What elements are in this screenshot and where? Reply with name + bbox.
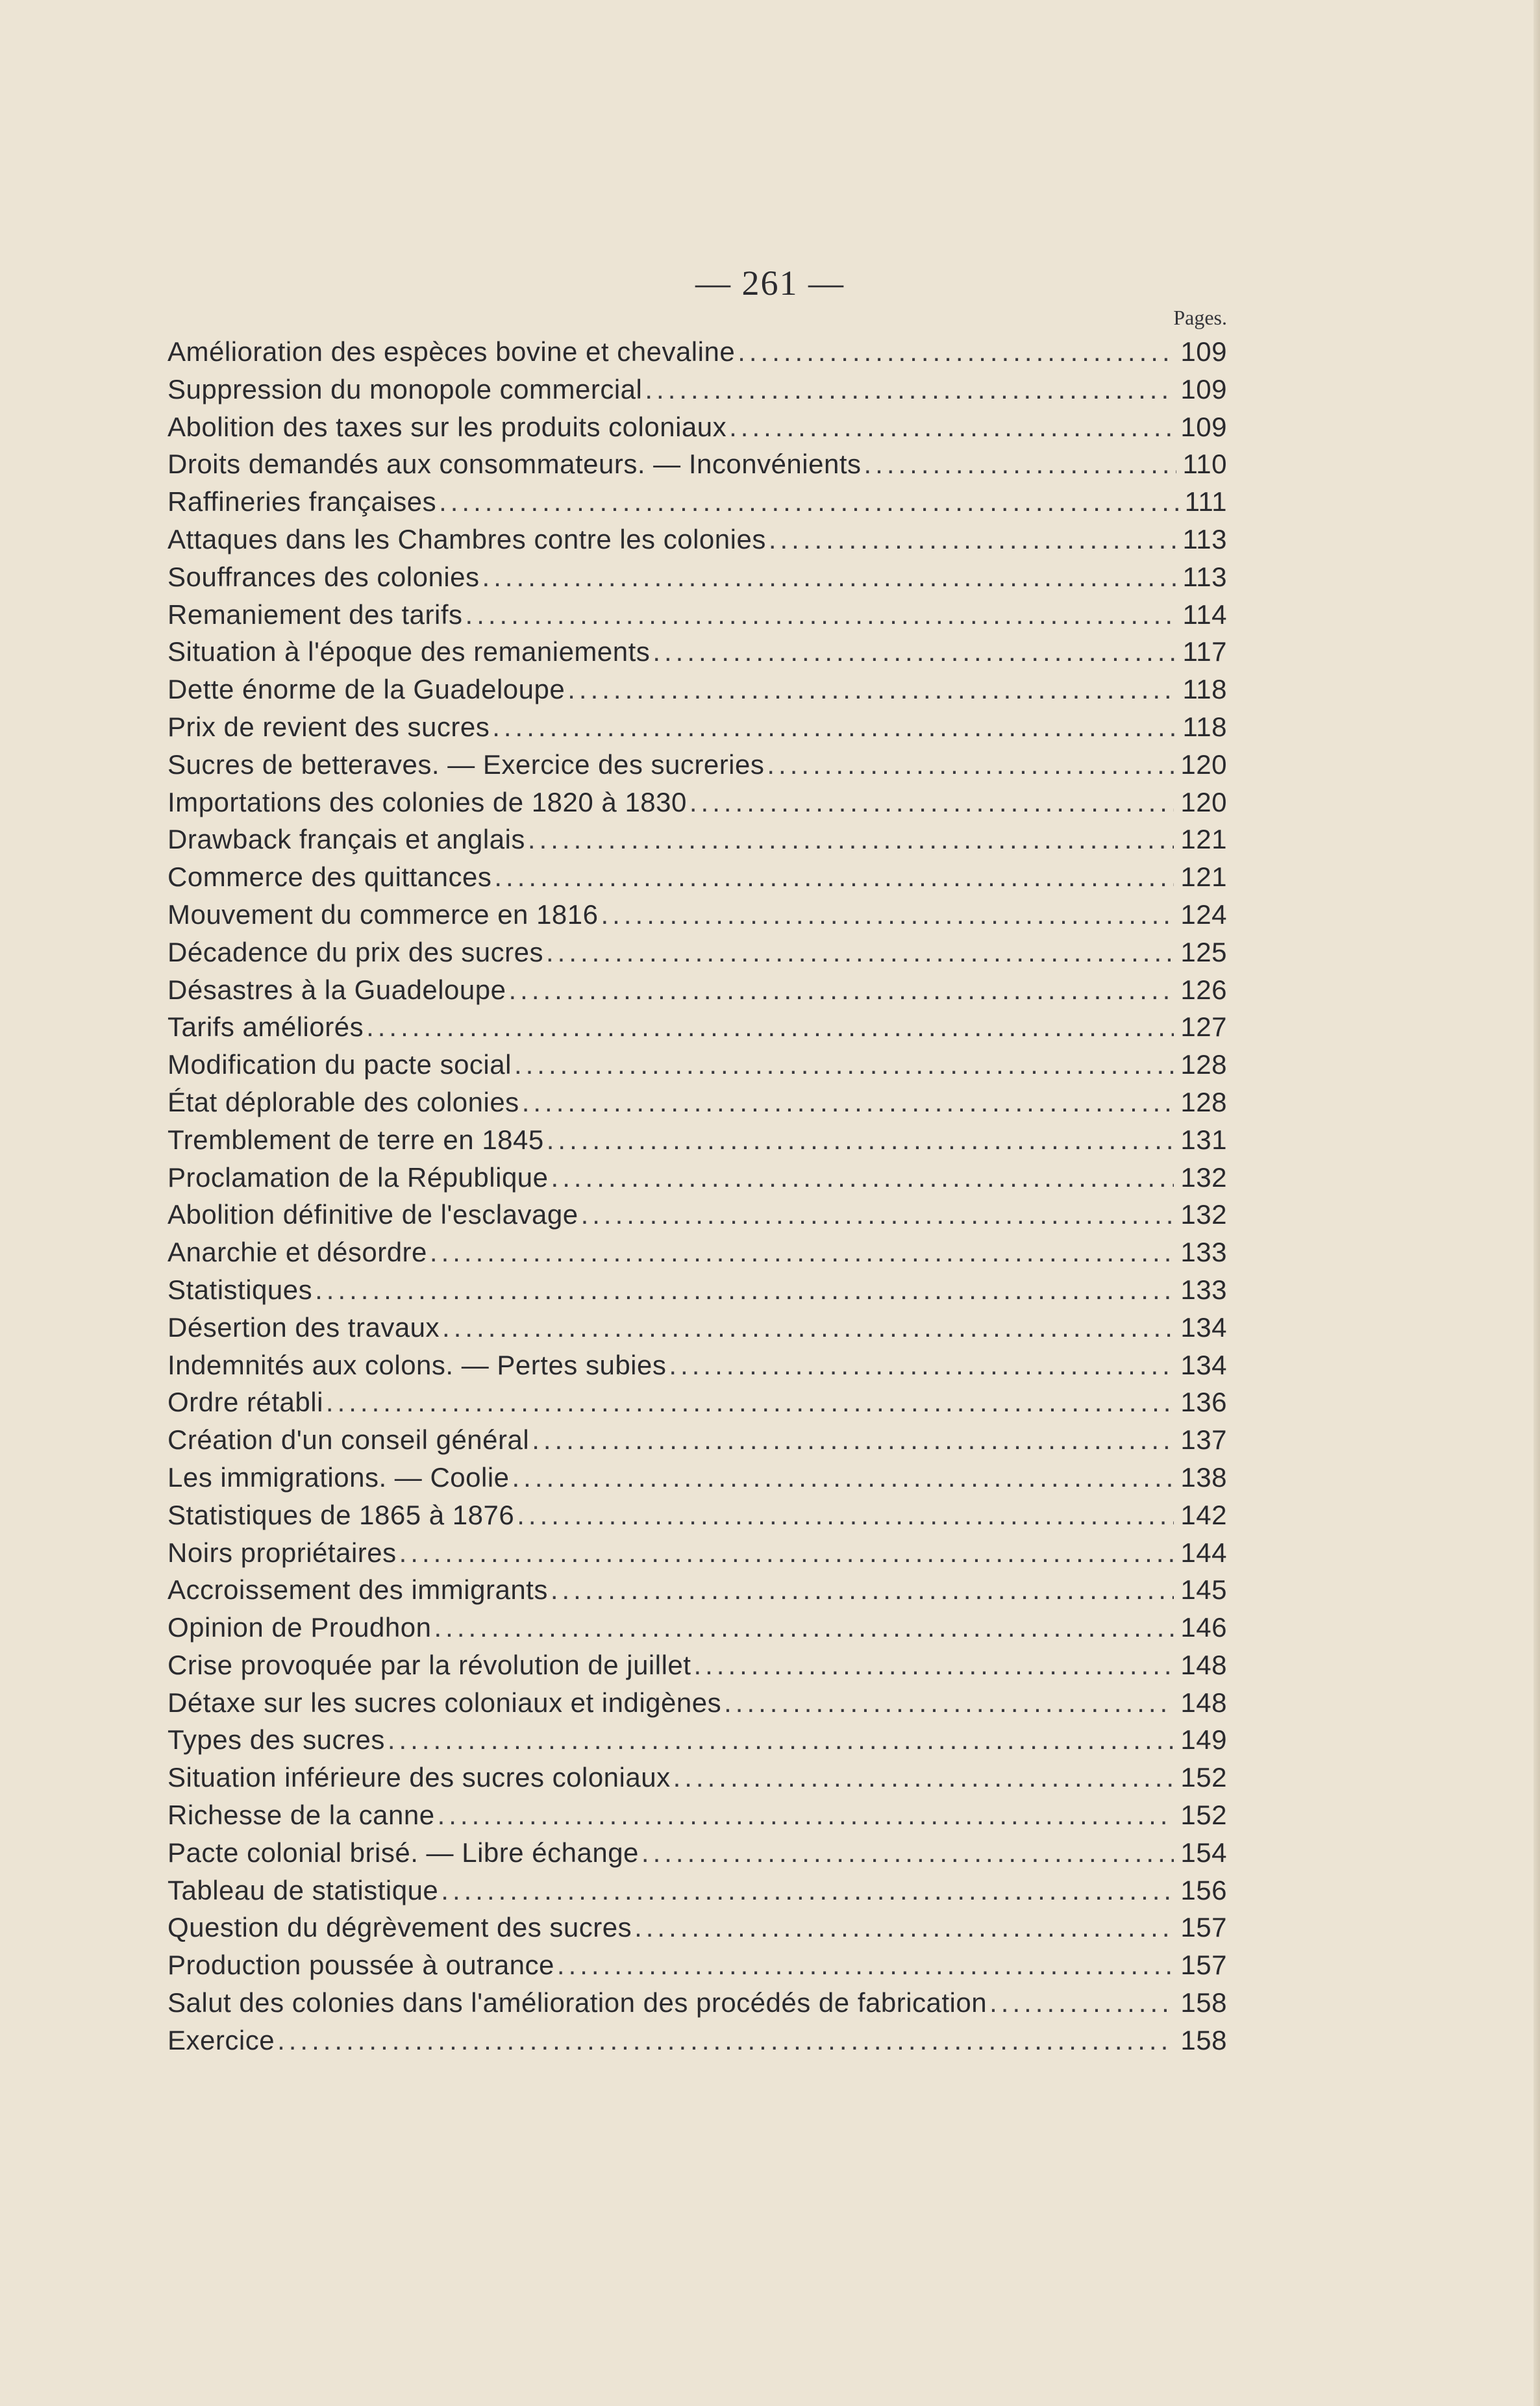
dot-leader	[547, 1121, 1174, 1159]
dot-leader	[388, 1721, 1174, 1759]
dot-leader	[508, 971, 1174, 1009]
toc-entry	[168, 858, 1227, 896]
toc-entry	[168, 596, 1227, 634]
toc-entry	[168, 1834, 1227, 1872]
toc-entry	[168, 445, 1227, 483]
toc-entry-page: 128	[1180, 1086, 1227, 1117]
toc-entry-title: Remaniement des tarifs	[168, 599, 463, 630]
toc-entry-title: Amélioration des espèces bovine et chevaline	[168, 336, 736, 367]
toc-entry	[168, 1046, 1227, 1084]
dot-leader	[442, 1309, 1174, 1346]
toc-entry-page: 138	[1180, 1461, 1227, 1493]
toc-entry-page: 120	[1180, 749, 1227, 780]
toc-entry-page: 132	[1180, 1161, 1227, 1193]
toc-entry-page: 137	[1180, 1424, 1227, 1456]
dot-leader	[551, 1159, 1174, 1197]
toc-entry-title: Situation inférieure des sucres coloniaux	[168, 1762, 671, 1793]
dot-leader	[669, 1346, 1174, 1384]
toc-entry-page: 154	[1180, 1837, 1227, 1868]
toc-entry-page: 124	[1180, 899, 1227, 930]
dot-leader	[645, 371, 1174, 408]
toc-entry-page: 131	[1180, 1124, 1227, 1155]
dot-leader	[277, 2022, 1174, 2059]
toc-entry-page: 156	[1180, 1874, 1227, 1905]
dot-leader	[641, 1834, 1174, 1872]
toc-entry-page: 114	[1182, 599, 1227, 630]
toc-entry-title: Crise provoquée par la révolution de juillet	[168, 1649, 691, 1680]
toc-entry	[168, 1609, 1227, 1646]
toc-entry-page: 133	[1180, 1237, 1227, 1268]
dot-leader	[693, 1646, 1174, 1684]
toc-entry-title: Détaxe sur les sucres coloniaux et indigènes	[168, 1687, 722, 1718]
dot-leader	[864, 445, 1176, 483]
toc-entry	[168, 746, 1227, 784]
toc-entry	[168, 371, 1227, 408]
toc-entry-title: Souffrances des colonies	[168, 561, 480, 592]
toc-entry-title: Tremblement de terre en 1845	[168, 1124, 544, 1155]
toc-entry	[168, 971, 1227, 1009]
toc-entry-page: 125	[1180, 936, 1227, 967]
toc-entry	[168, 1759, 1227, 1796]
toc-entry-title: Tableau de statistique	[168, 1874, 439, 1905]
toc-entry	[168, 2022, 1227, 2059]
toc-entry	[168, 1346, 1227, 1384]
toc-entry-title: Statistiques de 1865 à 1876	[168, 1499, 515, 1530]
toc-entry-title: Exercice	[168, 2024, 275, 2055]
toc-entry-title: Attaques dans les Chambres contre les colonies	[168, 523, 766, 554]
toc-entry-page: 127	[1180, 1011, 1227, 1043]
toc-entry	[168, 483, 1227, 521]
toc-entry	[168, 1984, 1227, 2022]
dot-leader	[434, 1609, 1174, 1646]
toc-entry	[168, 1196, 1227, 1234]
dot-leader	[326, 1383, 1174, 1421]
toc-entry-page: 120	[1180, 786, 1227, 817]
toc-entry	[168, 1008, 1227, 1046]
toc-entry-page: 134	[1180, 1311, 1227, 1343]
toc-entry-title: Suppression du monopole commercial	[168, 373, 643, 404]
dot-leader	[767, 746, 1174, 784]
toc-entry-page: 113	[1182, 523, 1227, 554]
toc-entry	[168, 1084, 1227, 1121]
dot-leader	[546, 934, 1174, 971]
toc-entry-page: 148	[1180, 1649, 1227, 1680]
toc-entry-title: Production poussée à outrance	[168, 1950, 554, 1981]
toc-entry-page: 136	[1180, 1387, 1227, 1418]
dot-leader	[430, 1234, 1174, 1271]
toc-entry	[168, 1383, 1227, 1421]
dot-leader	[492, 708, 1176, 746]
table-of-contents	[168, 302, 1227, 2059]
dot-leader	[315, 1271, 1174, 1309]
toc-entry	[168, 821, 1227, 858]
dot-leader	[551, 1571, 1174, 1609]
dot-leader	[673, 1759, 1174, 1796]
toc-entry	[168, 1909, 1227, 1946]
toc-entry-page: 149	[1180, 1724, 1227, 1755]
toc-entry-page: 158	[1180, 2024, 1227, 2055]
toc-entry	[168, 784, 1227, 821]
toc-entry-title: Abolition définitive de l'esclavage	[168, 1199, 578, 1230]
toc-entry-page: 118	[1182, 711, 1227, 742]
toc-entry	[168, 1721, 1227, 1759]
toc-entry	[168, 708, 1227, 746]
toc-entry	[168, 1796, 1227, 1834]
page-number: — 261 —	[695, 264, 845, 303]
toc-entry	[168, 1459, 1227, 1496]
toc-entry-page: 158	[1180, 1987, 1227, 2018]
toc-entry-page: 134	[1180, 1349, 1227, 1380]
toc-entry	[168, 1496, 1227, 1534]
toc-entry-page: 152	[1180, 1800, 1227, 1831]
dot-leader	[512, 1459, 1174, 1496]
toc-entry-title: Modification du pacte social	[168, 1049, 512, 1080]
toc-entry-page: 132	[1180, 1199, 1227, 1230]
toc-entry-page: 121	[1180, 824, 1227, 855]
toc-entry-page: 157	[1180, 1950, 1227, 1981]
toc-entry	[168, 1271, 1227, 1309]
toc-entry-page: 117	[1182, 636, 1227, 667]
toc-entry-title: Tarifs améliorés	[168, 1011, 364, 1043]
dot-leader	[438, 1796, 1174, 1834]
toc-entry-title: Importations des colonies de 1820 à 1830	[168, 786, 687, 817]
toc-entry-title: Droits demandés aux consommateurs. — Inconvénients	[168, 449, 862, 480]
dot-leader	[366, 1008, 1174, 1046]
dot-leader	[532, 1421, 1174, 1459]
toc-entry-title: Sucres de betteraves. — Exercice des sucreries	[168, 749, 765, 780]
dot-leader	[466, 596, 1176, 634]
toc-entry-title: Richesse de la canne	[168, 1800, 435, 1831]
toc-entry-title: Drawback français et anglais	[168, 824, 525, 855]
dot-leader	[439, 483, 1178, 521]
dot-leader	[601, 896, 1174, 934]
toc-entry	[168, 934, 1227, 971]
dot-leader	[769, 521, 1176, 558]
dot-leader	[514, 1046, 1174, 1084]
toc-entry	[168, 1159, 1227, 1197]
toc-entry-title: Types des sucres	[168, 1724, 385, 1755]
toc-entry	[168, 1234, 1227, 1271]
toc-entry-title: Opinion de Proudhon	[168, 1612, 432, 1643]
toc-entry	[168, 1534, 1227, 1572]
toc-entry-title: Noirs propriétaires	[168, 1537, 397, 1568]
dot-leader	[528, 821, 1174, 858]
toc-entry-title: Salut des colonies dans l'amélioration des procédés de fabrication	[168, 1987, 987, 2018]
toc-entry-title: Abolition des taxes sur les produits coloniaux	[168, 411, 727, 442]
toc-entry-title: Commerce des quittances	[168, 862, 492, 893]
toc-entry	[168, 1646, 1227, 1684]
toc-entry-title: Proclamation de la République	[168, 1161, 549, 1193]
toc-entry-title: Mouvement du commerce en 1816	[168, 899, 599, 930]
toc-entry-title: Anarchie et désordre	[168, 1237, 427, 1268]
dot-leader	[634, 1909, 1174, 1946]
dot-leader	[567, 671, 1176, 708]
toc-entry	[168, 1946, 1227, 1984]
toc-entry	[168, 1421, 1227, 1459]
toc-entry-page: 133	[1180, 1274, 1227, 1305]
toc-entry-page: 111	[1184, 486, 1227, 517]
dot-leader	[652, 633, 1176, 671]
toc-entry-title: Question du dégrèvement des sucres	[168, 1912, 632, 1943]
dot-leader	[482, 558, 1176, 596]
toc-entry-page: 113	[1182, 561, 1227, 592]
dot-leader	[557, 1946, 1174, 1984]
dot-leader	[729, 408, 1174, 446]
toc-entry-title: Accroissement des immigrants	[168, 1574, 548, 1606]
toc-entry-title: Création d'un conseil général	[168, 1424, 530, 1456]
toc-entry-title: État déplorable des colonies	[168, 1086, 519, 1117]
toc-entry	[168, 1684, 1227, 1722]
toc-entry-page: 109	[1180, 411, 1227, 442]
toc-entry-page: 146	[1180, 1612, 1227, 1643]
toc-entry-title: Décadence du prix des sucres	[168, 936, 543, 967]
toc-entry-title: Les immigrations. — Coolie	[168, 1461, 510, 1493]
toc-entry-page: 152	[1180, 1762, 1227, 1793]
toc-entry-title: Raffineries françaises	[168, 486, 437, 517]
toc-entry-page: 157	[1180, 1912, 1227, 1943]
dot-leader	[441, 1872, 1174, 1909]
dot-leader	[738, 333, 1174, 371]
toc-entry-title: Désertion des travaux	[168, 1311, 440, 1343]
toc-entry-page: 109	[1180, 336, 1227, 367]
toc-list	[168, 333, 1227, 2059]
dot-leader	[724, 1684, 1174, 1722]
toc-entry-title: Prix de revient des sucres	[168, 711, 490, 742]
toc-entry-page: 128	[1180, 1049, 1227, 1080]
toc-entry	[168, 1571, 1227, 1609]
page-edge	[1534, 0, 1540, 2406]
toc-entry-page: 121	[1180, 862, 1227, 893]
toc-entry-title: Dette énorme de la Guadeloupe	[168, 674, 565, 705]
toc-entry	[168, 896, 1227, 934]
dot-leader	[689, 784, 1174, 821]
toc-entry-title: Statistiques	[168, 1274, 313, 1305]
toc-entry-title: Indemnités aux colons. — Pertes subies	[168, 1349, 667, 1380]
dot-leader	[399, 1534, 1174, 1572]
toc-entry-page: 126	[1180, 974, 1227, 1005]
toc-entry-title: Situation à l'époque des remaniements	[168, 636, 651, 667]
dot-leader	[494, 858, 1174, 896]
toc-entry	[168, 408, 1227, 446]
toc-entry	[168, 558, 1227, 596]
toc-entry-page: 118	[1182, 674, 1227, 705]
toc-entry	[168, 1872, 1227, 1909]
dot-leader	[517, 1496, 1174, 1534]
toc-entry	[168, 521, 1227, 558]
toc-entry	[168, 633, 1227, 671]
toc-entry-page: 142	[1180, 1499, 1227, 1530]
toc-entry-title: Désastres à la Guadeloupe	[168, 974, 506, 1005]
toc-entry-title: Pacte colonial brisé. — Libre échange	[168, 1837, 639, 1868]
pages-column-header: Pages.	[1173, 306, 1227, 329]
toc-entry	[168, 671, 1227, 708]
toc-entry-page: 145	[1180, 1574, 1227, 1606]
dot-leader	[989, 1984, 1174, 2022]
toc-entry	[168, 333, 1227, 371]
toc-entry-page: 110	[1182, 449, 1227, 480]
toc-entry-title: Ordre rétabli	[168, 1387, 323, 1418]
toc-entry-page: 109	[1180, 373, 1227, 404]
toc-entry	[168, 1309, 1227, 1346]
toc-entry-page: 148	[1180, 1687, 1227, 1718]
dot-leader	[581, 1196, 1174, 1234]
toc-entry	[168, 1121, 1227, 1159]
dot-leader	[522, 1084, 1174, 1121]
toc-entry-page: 144	[1180, 1537, 1227, 1568]
